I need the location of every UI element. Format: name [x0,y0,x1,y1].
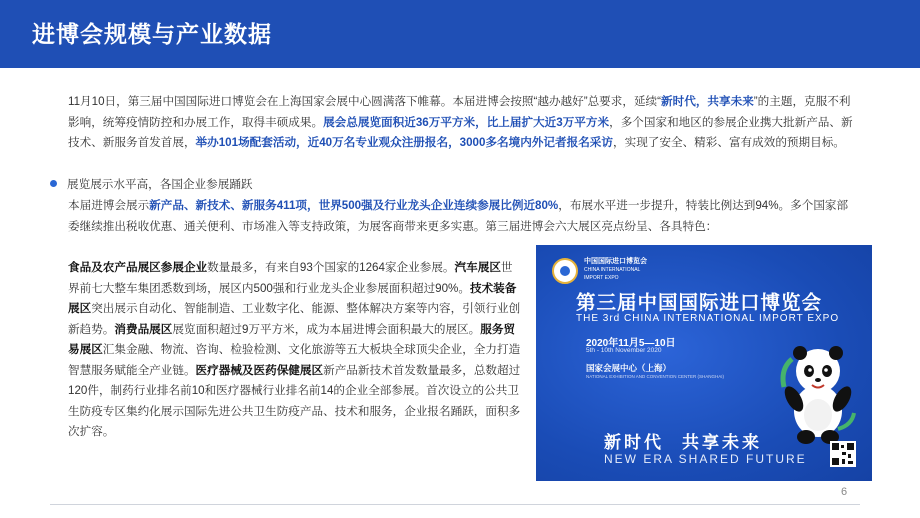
bullet-heading [50,175,253,196]
poster-slogan: 新时代 共享未来 [604,433,762,452]
zone-name: 食品及农产品展区参展企业 [68,261,208,274]
zone-text: 突出展示自动化、智能制造、工业数字化、能源、整体解决方案等内容，引领行业创新趋势。 [68,302,521,336]
intro-text-1: 11月10日，第三届中国国际进口博览会在上海国家会展中心圆满落下帷幕。本届进博会按照“越办越好”总要求，延续“ [68,95,662,108]
intro-theme: 新时代，共享未来 [661,95,754,108]
panda-mascot-icon [780,329,856,447]
zone-text: 汇集金融、物流、咨询、检验检测、文化旅游等五大板块全球顶尖企业，全力打造智慧服务赋能全产业链。 [68,343,521,377]
intro-text-4: ，实现了安全、精彩、富有成效的预期目标。 [613,136,845,149]
body-text-1: 本届进博会展示 [68,199,150,212]
zone-name: 消费品展区 [114,322,173,336]
page-title: 进博会规模与产业数据 [32,21,272,47]
zone-name: 医疗器械及医药保健展区 [195,363,324,377]
zone-name: 技术装备展区 [68,281,517,315]
intro-text-3: ，多个国家和地区的参展企业携大批新产品、新技术、新服务首发首展， [68,115,853,149]
body-paragraph [68,196,858,237]
zone-text: 展览面积超过9万平方米，成为本届进博会面积最大的展区。 [172,322,481,336]
page-number: 6 [841,486,848,498]
qr-code-icon [830,441,856,467]
poster-slogan-en: NEW ERA SHARED FUTURE [604,452,807,466]
intro-area-highlight: 展会总展览面积近36万平方米，比上届扩大近3万平方米 [323,115,610,129]
poster-venue: 国家会展中心（上海） [586,363,672,373]
zone-text: 世界前七大整车集团悉数到场，展区内500强和行业龙头企业参展面积超过90%。 [68,261,513,295]
body-text-2: ，布展水平进一步提升，特装比例达到94%。多个国家部委继续推出税收优惠、通关便利、市场准入等支持政策，为展客商带来更多实惠。第三届进博会六大展区亮点纷呈、各具特色： [68,199,849,233]
body-highlight: 新产品、新技术、新服务411项，世界500强及行业龙头企业连续参展比例近80% [149,199,559,212]
intro-text-2: ”的主题，克服不利影响，统筹疫情防控和办展工作，取得丰硕成果。 [68,95,851,129]
bullet-label: 展览展示水平高，各国企业参展踊跃 [67,178,253,191]
zone-name: 汽车展区 [454,261,501,274]
intro-paragraph [68,92,858,154]
poster-subtitle: THE 3rd CHINA INTERNATIONAL IMPORT EXPO [576,313,840,324]
footer-divider [50,504,860,505]
zone-name: 服务贸易展区 [68,322,516,356]
poster-date-en: 5th - 10th November 2020 [586,347,662,354]
header-bar [0,0,920,68]
zones-paragraph [68,258,523,443]
poster-venue-en: NATIONAL EXHIBITION AND CONVENTION CENTER (SHANGHAI) [586,374,725,379]
expo-poster [536,245,872,481]
zone-text: 新产品新技术首发数量最多，总数超过120件，制药行业排名前10和医疗器械行业排名前14的企业全部参展。首次设立的公共卫生防疫专区集约化展示国际先进公共卫生防疫产品、技术和服务，企业报名踊跃，面积多次扩容。 [68,363,521,438]
poster-title: 第三届中国国际进口博览会 [576,292,823,314]
expo-logo-icon [552,258,578,284]
expo-logo-text: 中国国际进口博览会 CHINA INTERNATIONAL IMPORT EXPO [584,258,647,281]
bullet-dot-icon [50,180,57,187]
poster-date: 2020年11月5—10日 [586,338,676,349]
zone-text: 数量最多，有来自93个国家的1264家企业参展。 [207,261,455,274]
intro-events-highlight: 举办101场配套活动，近40万名专业观众注册报名，3000多名境内外记者报名采访 [195,136,613,149]
